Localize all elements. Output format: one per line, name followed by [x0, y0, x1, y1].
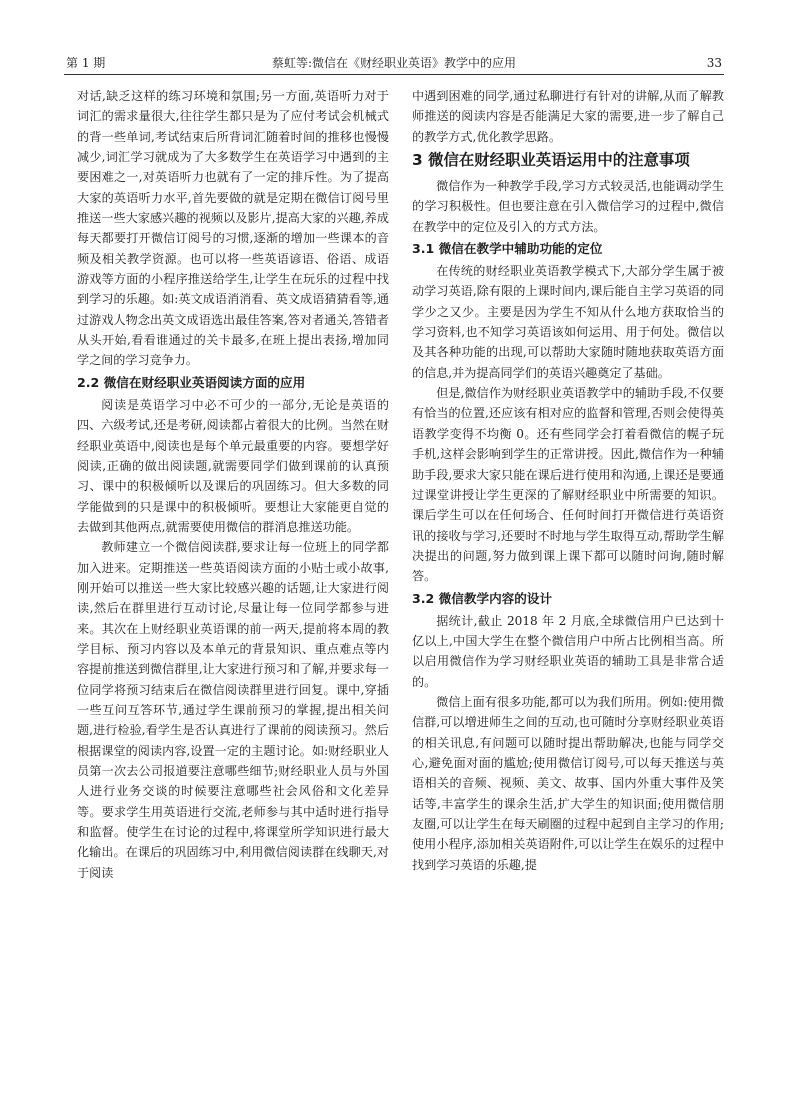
paragraph-positioning-1: 在传统的财经职业英语教学模式下,大部分学生属于被动学习英语,除有限的上课时间内,课后能自主学习英语的同学少之又少。主要是因为学生不知从什么地方获取恰当的学习资料,也不知学习英语该如何运用、用于何处。微信以及其各种功能的出现,可以帮助大家随时随地获取英语方面的信息,并为提高同学们的英语兴趣奠定了基础。: [412, 264, 724, 380]
paragraph-section-3-intro: 微信作为一种教学手段,学习方式较灵活,也能调动学生的学习积极性。但也要注意在引入微信学习的过程中,微信在教学中的定位及引入的方式方法。: [412, 179, 724, 234]
right-column: [412, 86, 724, 875]
section-heading-3-1: 3.1 微信在教学中辅助功能的定位: [412, 241, 603, 257]
paragraph-design-2: 微信上面有很多功能,都可以为我们所用。例如:使用微信群,可以增进师生之间的互动,也可随时分享财经职业英语的相关讯息,有问题可以随时提出帮助解决,也能与同学交心,避免面对面的尴尬;使用微信订阅号,可以每天推送与英语相关的音频、视频、美文、故事、国内外重大事件及笑话等,丰富学生的课余生活,扩大学生的知识面;使用微信朋友圈,可以让学生在每天刷圈的过程中起到自主学习的作用;使用小程序,添加相关英语附件,可以让学生在娱乐的过程中找到学习英语的乐趣,提: [412, 694, 724, 872]
paragraph-positioning-2: 但是,微信作为财经职业英语教学中的辅助手段,不仅要有恰当的位置,还应该有相对应的监督和管理,否则会使得英语教学变得不均衡 0。还有些同学会打着看微信的幌子玩手机,这样会影响到学生的正常讲授。因此,微信作为一种辅助手段,要求大家只能在课后进行使用和沟通,上课还是要通过课堂讲授让学生更深的了解财经职业中所需要的知识。课后学生可以在任何场合、任何时间打开微信进行英语资讯的接收与学习,还要时不时地与学生取得互动,帮助学生解决提出的问题,努力做到课上课下都可以随时问询,随时解答。: [412, 386, 724, 584]
left-column: [77, 86, 389, 883]
section-heading-3-2: 3.2 微信教学内容的设计: [412, 590, 553, 606]
section-heading-3: 3 微信在财经职业英语运用中的注意事项: [412, 151, 690, 170]
paragraph-reading-continued: 中遇到困难的同学,通过私聊进行有针对的讲解,从而了解教师推送的阅读内容是否能满足大家的需要,进一步了解自己的教学方式,优化教学思路。: [412, 89, 724, 144]
issue-number: 第 1 期: [66, 56, 106, 70]
running-header: [64, 52, 724, 75]
running-title: 蔡虹等:微信在《财经职业英语》教学中的应用: [271, 56, 517, 70]
section-heading-2-2: 2.2 微信在财经职业英语阅读方面的应用: [77, 374, 306, 390]
paragraph-reading-intro: 阅读是英语学习中必不可少的一部分,无论是英语的四、六级考试,还是考研,阅读都占着很大的比例。当然在财经职业英语中,阅读也是每个单元最重要的内容。要想学好阅读,正确的做出阅读题,就需要同学们做到课前的认真预习、课中的积极倾听以及课后的巩固练习。但大多数的同学能做到的只是课中的积极倾听。要想让大家能更自觉的去做到其他两点,就需要使用微信的群消息推送功能。: [77, 397, 389, 534]
paragraph-listening-continued: 对话,缺乏这样的练习环境和氛围;另一方面,英语听力对于词汇的需求量很大,往往学生都只是为了应付考试会机械式的背一些单词,考试结束后所背词汇随着时间的推移也慢慢减少,词汇学习就成为了大多数学生在英语学习中遇到的主要困难之一,对英语听力也就有了一定的排斥性。为了提高大家的英语听力水平,首先要做的就是定期在微信订阅号里推送一些大家感兴趣的视频以及影片,提高大家的兴趣,养成每天都要打开微信订阅号的习惯,逐渐的增加一些课本的音频及相关教学资源。也可以将一些英语谚语、俗语、成语游戏等方面的小程序推送给学生,让学生在玩乐的过程中找到学习的乐趣。如:英文成语消消看、英文成语猜猜看等,通过游戏人物念出英文成语选出最佳答案,答对者通关,答错者从头开始,看看谁通过的关卡最多,在班上提出表扬,增加同学之间的学习竞争力。: [77, 89, 389, 368]
page-number: 33: [706, 56, 722, 70]
paragraph-reading-group: 教师建立一个微信阅读群,要求让每一位班上的同学都加入进来。定期推送一些英语阅读方面的小贴士或小故事,刚开始可以推送一些大家比较感兴趣的话题,让大家进行阅读,然后在群里进行互动讨论,尽量让每一位同学都参与进来。其次在上财经职业英语课的前一两天,提前将本周的教学目标、预习内容以及本单元的背景知识、重点难点等内容提前推送到微信群里,让大家进行预习和了解,并要求每一位同学将预习结束后在微信阅读群里进行回复。课中,穿插一些互问互答环节,通过学生课前预习的掌握,提出相关问题,进行检验,看学生是否认真进行了课前的阅读预习。然后根据课堂的阅读内容,设置一定的主题讨论。如:财经职业人员第一次去公司报道要注意哪些细节;财经职业人员与外国人进行业务交谈的时候要注意哪些社会风俗和文化差异等。要求学生用英语进行交流,老师参与其中适时进行指导和监督。使学生在讨论的过程中,将课堂所学知识进行最大化输出。在课后的巩固练习中,利用微信阅读群在线聊天,对于阅读: [77, 540, 389, 880]
paragraph-design-1: 据统计,截止 2018 年 2 月底,全球微信用户已达到十亿以上,中国大学生在整个微信用户中所占比例相当高。所以启用微信作为学习财经职业英语的辅助工具是非常合适的。: [412, 613, 724, 689]
